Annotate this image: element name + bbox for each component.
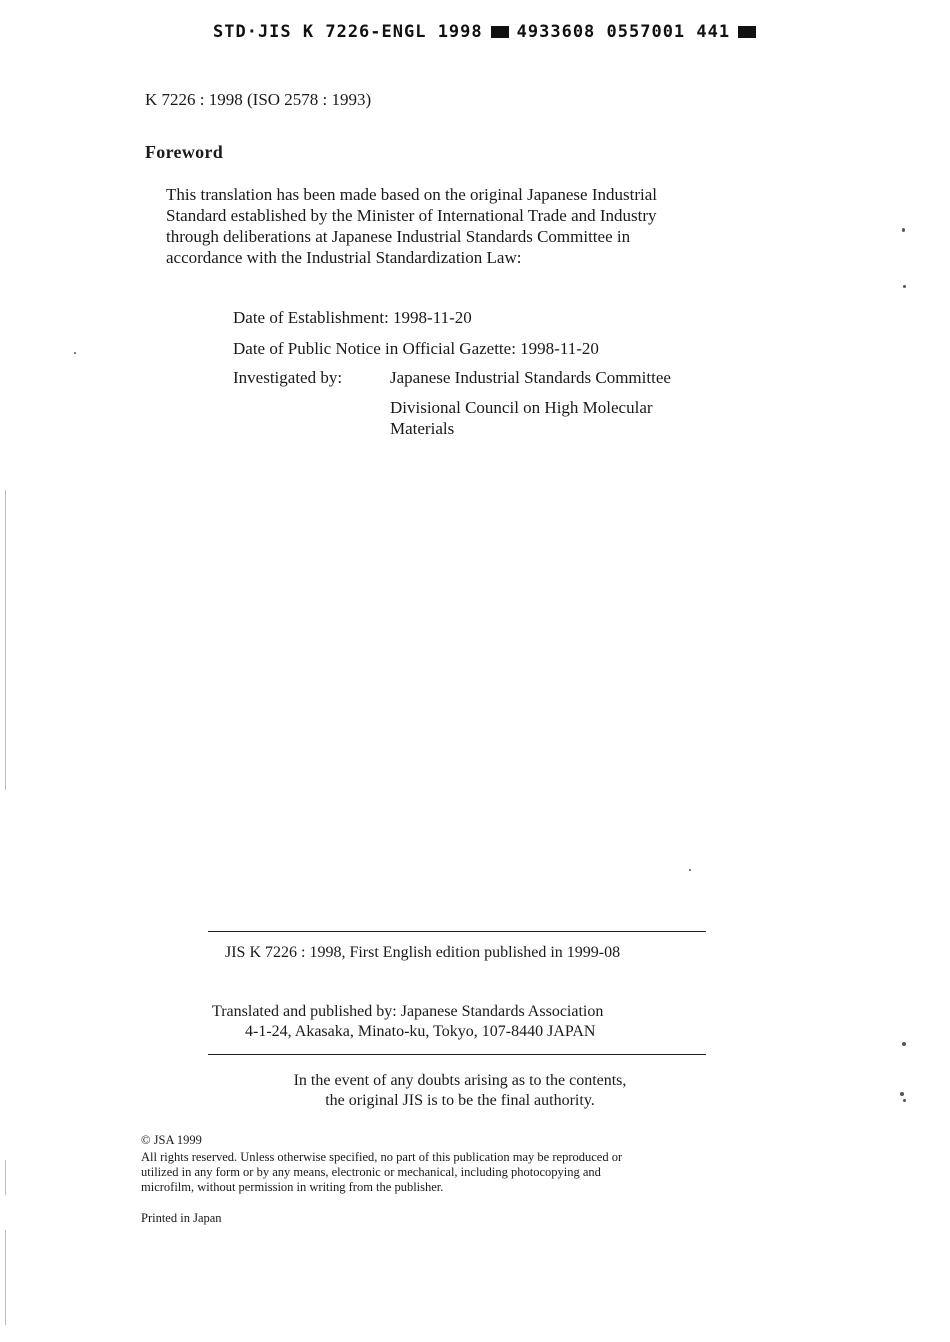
- scan-edge: [5, 1160, 6, 1195]
- printed-in: Printed in Japan: [141, 1211, 222, 1225]
- foreword-line: through deliberations at Japanese Industrial Standards Committee in: [166, 227, 631, 246]
- foreword-title: Foreword: [145, 142, 224, 162]
- investigator-line: Japanese Industrial Standards Committee: [390, 368, 671, 387]
- investigator-line: Divisional Council on High Molecular: [390, 398, 653, 417]
- redaction-block-icon: [491, 26, 509, 38]
- scan-speck: [903, 285, 906, 288]
- rights-line: utilized in any form or by any means, electronic or mechanical, including photocopying and: [141, 1165, 601, 1179]
- document-code-header: [213, 22, 764, 42]
- document-code: STD·JIS K 7226-ENGL 1998: [213, 22, 483, 42]
- rights-line: microfilm, without permission in writing from the publisher.: [141, 1180, 444, 1194]
- scan-speck: [900, 1092, 904, 1096]
- foreword-line: Standard established by the Minister of International Trade and Industry: [166, 206, 657, 225]
- redaction-block-icon: [738, 26, 756, 38]
- scan-speck: [903, 1099, 906, 1102]
- scan-speck: [902, 228, 905, 232]
- publisher-address: 4-1-24, Akasaka, Minato-ku, Tokyo, 107-8440 JAPAN: [245, 1023, 596, 1040]
- investigator-line: Materials: [390, 419, 455, 438]
- scan-edge: [5, 1230, 6, 1325]
- divider: [208, 931, 706, 932]
- public-notice-date: Date of Public Notice in Official Gazette: 1998-11-20: [233, 339, 599, 358]
- catalog-number: 4933608 0557001 441: [516, 22, 731, 42]
- authority-notice-line: the original JIS is to be the final authority.: [325, 1092, 595, 1109]
- edition-info: JIS K 7226 : 1998, First English edition published in 1999-08: [225, 944, 621, 961]
- authority-notice-line: In the event of any doubts arising as to the contents,: [293, 1072, 627, 1089]
- establishment-date: Date of Establishment: 1998-11-20: [233, 308, 472, 327]
- scan-edge: [5, 490, 6, 790]
- scan-speck: [902, 1042, 906, 1046]
- scan-speck: [689, 869, 691, 871]
- foreword-line: This translation has been made based on the original Japanese Industrial: [166, 185, 657, 204]
- foreword-body: [166, 184, 786, 268]
- copyright-line: © JSA 1999: [141, 1133, 202, 1147]
- divider: [208, 1054, 706, 1055]
- investigated-label: Investigated by:: [233, 368, 343, 387]
- standard-id: K 7226 : 1998 (ISO 2578 : 1993): [145, 90, 372, 109]
- foreword-line: accordance with the Industrial Standardization Law:: [166, 248, 522, 267]
- publisher-info: Translated and published by: Japanese Standards Association: [212, 1003, 604, 1020]
- rights-line: All rights reserved. Unless otherwise specified, no part of this publication may be reproduced or: [141, 1150, 623, 1164]
- scan-speck: [74, 352, 76, 354]
